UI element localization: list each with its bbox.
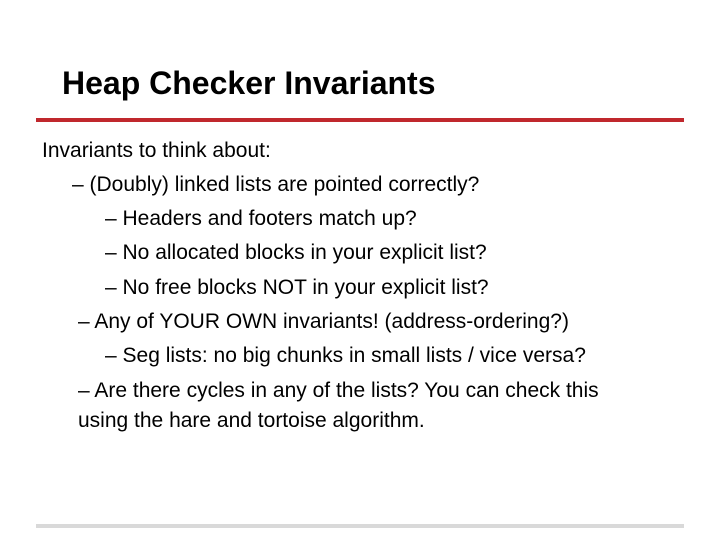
footer-divider	[36, 524, 684, 528]
body-line-intro: Invariants to think about:	[42, 139, 271, 162]
title-divider	[36, 118, 684, 122]
bullet-no-allocated: – No allocated blocks in your explicit list?	[105, 241, 487, 264]
bullet-seg-lists: – Seg lists: no big chunks in small lists / vice versa?	[105, 344, 586, 367]
bullet-headers-footers: – Headers and footers match up?	[105, 207, 417, 230]
bullet-no-free: – No free blocks NOT in your explicit list?	[105, 276, 489, 299]
slide-title: Heap Checker Invariants	[62, 65, 436, 101]
bullet-own-invariants: – Any of YOUR OWN invariants! (address-ordering?)	[78, 310, 569, 333]
bullet-cycles-continued: using the hare and tortoise algorithm.	[78, 409, 425, 432]
bullet-doubly-linked: – (Doubly) linked lists are pointed correctly?	[72, 173, 480, 196]
bullet-cycles: – Are there cycles in any of the lists? You can check this	[78, 379, 599, 402]
